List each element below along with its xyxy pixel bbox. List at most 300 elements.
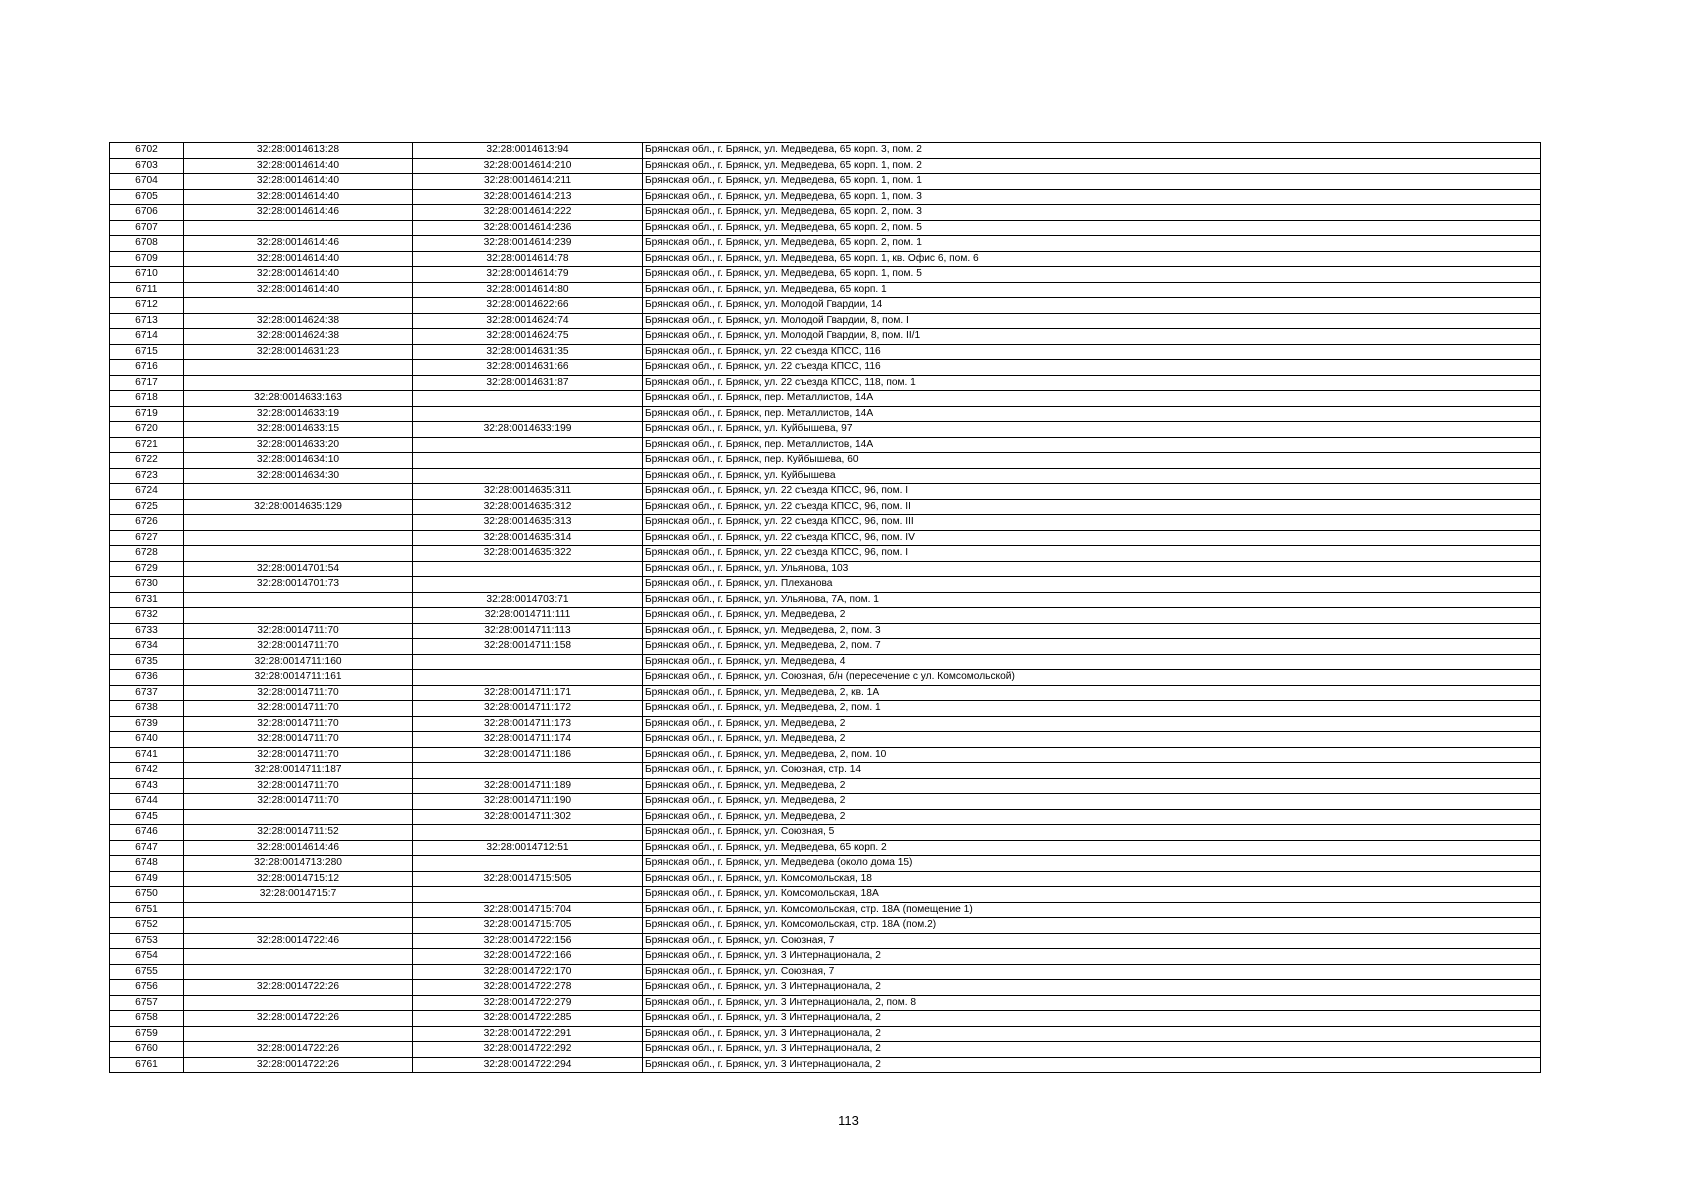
address-cell: Брянская обл., г. Брянск, ул. Союзная, 7: [643, 964, 1541, 980]
table-row: [110, 561, 1541, 577]
object-number-cell: 32:28:0014614:213: [413, 189, 643, 205]
address-cell: Брянская обл., г. Брянск, ул. Комсомольская, стр. 18А (помещение 1): [643, 902, 1541, 918]
address-cell: Брянская обл., г. Брянск, ул. Союзная, 5: [643, 825, 1541, 841]
registry-table-body: [110, 143, 1541, 1073]
object-number-cell: [413, 670, 643, 686]
object-number-cell: 32:28:0014711:302: [413, 809, 643, 825]
row-number-cell: 6739: [110, 716, 184, 732]
object-number-cell: 32:28:0014614:78: [413, 251, 643, 267]
address-cell: Брянская обл., г. Брянск, ул. Куйбышева: [643, 468, 1541, 484]
object-number-cell: 32:28:0014711:173: [413, 716, 643, 732]
parcel-number-cell: 32:28:0014631:23: [184, 344, 413, 360]
address-cell: Брянская обл., г. Брянск, ул. 22 съезда КПСС, 116: [643, 344, 1541, 360]
table-row: [110, 143, 1541, 159]
table-row: [110, 871, 1541, 887]
parcel-number-cell: 32:28:0014614:40: [184, 282, 413, 298]
address-cell: Брянская обл., г. Брянск, ул. Медведева, 65 корп. 1, пом. 3: [643, 189, 1541, 205]
address-cell: Брянская обл., г. Брянск, ул. Медведева, 2: [643, 794, 1541, 810]
object-number-cell: [413, 825, 643, 841]
table-row: [110, 546, 1541, 562]
row-number-cell: 6759: [110, 1026, 184, 1042]
row-number-cell: 6733: [110, 623, 184, 639]
address-cell: Брянская обл., г. Брянск, ул. Союзная, б/н (пересечение с ул. Комсомольской): [643, 670, 1541, 686]
parcel-number-cell: [184, 220, 413, 236]
table-row: [110, 685, 1541, 701]
object-number-cell: 32:28:0014614:239: [413, 236, 643, 252]
object-number-cell: 32:28:0014722:156: [413, 933, 643, 949]
row-number-cell: 6753: [110, 933, 184, 949]
address-cell: Брянская обл., г. Брянск, ул. Союзная, 7: [643, 933, 1541, 949]
address-cell: Брянская обл., г. Брянск, ул. Союзная, стр. 14: [643, 763, 1541, 779]
table-row: [110, 189, 1541, 205]
parcel-number-cell: 32:28:0014614:46: [184, 840, 413, 856]
object-number-cell: 32:28:0014722:278: [413, 980, 643, 996]
object-number-cell: 32:28:0014711:158: [413, 639, 643, 655]
object-number-cell: [413, 654, 643, 670]
table-row: [110, 1042, 1541, 1058]
parcel-number-cell: 32:28:0014624:38: [184, 329, 413, 345]
parcel-number-cell: 32:28:0014711:70: [184, 747, 413, 763]
parcel-number-cell: 32:28:0014614:40: [184, 251, 413, 267]
parcel-number-cell: 32:28:0014633:163: [184, 391, 413, 407]
object-number-cell: 32:28:0014631:87: [413, 375, 643, 391]
table-row: [110, 809, 1541, 825]
table-row: [110, 623, 1541, 639]
object-number-cell: 32:28:0014711:189: [413, 778, 643, 794]
table-row: [110, 158, 1541, 174]
object-number-cell: 32:28:0014635:314: [413, 530, 643, 546]
address-cell: Брянская обл., г. Брянск, ул. Медведева, 65 корп. 1: [643, 282, 1541, 298]
table-row: [110, 778, 1541, 794]
table-row: [110, 747, 1541, 763]
table-row: [110, 887, 1541, 903]
row-number-cell: 6712: [110, 298, 184, 314]
table-row: [110, 902, 1541, 918]
parcel-number-cell: [184, 484, 413, 500]
row-number-cell: 6735: [110, 654, 184, 670]
row-number-cell: 6728: [110, 546, 184, 562]
address-cell: Брянская обл., г. Брянск, ул. Комсомольская, стр. 18А (пом.2): [643, 918, 1541, 934]
address-cell: Брянская обл., г. Брянск, ул. Медведева, 4: [643, 654, 1541, 670]
parcel-number-cell: 32:28:0014711:70: [184, 685, 413, 701]
object-number-cell: 32:28:0014624:75: [413, 329, 643, 345]
parcel-number-cell: [184, 530, 413, 546]
row-number-cell: 6724: [110, 484, 184, 500]
row-number-cell: 6736: [110, 670, 184, 686]
address-cell: Брянская обл., г. Брянск, ул. Комсомольская, 18: [643, 871, 1541, 887]
object-number-cell: 32:28:0014715:704: [413, 902, 643, 918]
parcel-number-cell: 32:28:0014614:40: [184, 267, 413, 283]
parcel-number-cell: [184, 918, 413, 934]
table-row: [110, 484, 1541, 500]
parcel-number-cell: [184, 809, 413, 825]
table-row: [110, 716, 1541, 732]
row-number-cell: 6743: [110, 778, 184, 794]
parcel-number-cell: [184, 298, 413, 314]
table-row: [110, 856, 1541, 872]
address-cell: Брянская обл., г. Брянск, ул. Медведева, 2: [643, 778, 1541, 794]
parcel-number-cell: 32:28:0014722:26: [184, 1011, 413, 1027]
object-number-cell: 32:28:0014722:292: [413, 1042, 643, 1058]
row-number-cell: 6744: [110, 794, 184, 810]
table-row: [110, 220, 1541, 236]
object-number-cell: 32:28:0014614:80: [413, 282, 643, 298]
table-row: [110, 313, 1541, 329]
parcel-number-cell: 32:28:0014711:70: [184, 732, 413, 748]
object-number-cell: 32:28:0014722:294: [413, 1057, 643, 1073]
parcel-number-cell: 32:28:0014633:19: [184, 406, 413, 422]
object-number-cell: 32:28:0014711:186: [413, 747, 643, 763]
table-row: [110, 344, 1541, 360]
object-number-cell: 32:28:0014703:71: [413, 592, 643, 608]
table-row: [110, 1011, 1541, 1027]
object-number-cell: 32:28:0014711:113: [413, 623, 643, 639]
row-number-cell: 6746: [110, 825, 184, 841]
parcel-number-cell: 32:28:0014614:40: [184, 174, 413, 190]
object-number-cell: 32:28:0014722:285: [413, 1011, 643, 1027]
parcel-number-cell: [184, 949, 413, 965]
row-number-cell: 6707: [110, 220, 184, 236]
parcel-number-cell: 32:28:0014715:12: [184, 871, 413, 887]
address-cell: Брянская обл., г. Брянск, ул. Молодой Гвардии, 14: [643, 298, 1541, 314]
address-cell: Брянская обл., г. Брянск, ул. Медведева, 65 корп. 2, пом. 5: [643, 220, 1541, 236]
parcel-number-cell: 32:28:0014711:70: [184, 701, 413, 717]
object-number-cell: 32:28:0014712:51: [413, 840, 643, 856]
object-number-cell: 32:28:0014614:210: [413, 158, 643, 174]
table-row: [110, 515, 1541, 531]
table-row: [110, 453, 1541, 469]
parcel-number-cell: 32:28:0014634:10: [184, 453, 413, 469]
table-row: [110, 794, 1541, 810]
table-row: [110, 437, 1541, 453]
object-number-cell: [413, 763, 643, 779]
parcel-number-cell: 32:28:0014701:54: [184, 561, 413, 577]
row-number-cell: 6737: [110, 685, 184, 701]
parcel-number-cell: 32:28:0014711:52: [184, 825, 413, 841]
object-number-cell: 32:28:0014635:313: [413, 515, 643, 531]
address-cell: Брянская обл., г. Брянск, ул. Медведева (около дома 15): [643, 856, 1541, 872]
row-number-cell: 6709: [110, 251, 184, 267]
table-row: [110, 670, 1541, 686]
address-cell: Брянская обл., г. Брянск, ул. Медведева, 2: [643, 732, 1541, 748]
address-cell: Брянская обл., г. Брянск, ул. 3 Интернационала, 2: [643, 1011, 1541, 1027]
parcel-number-cell: 32:28:0014614:46: [184, 205, 413, 221]
object-number-cell: [413, 887, 643, 903]
object-number-cell: 32:28:0014722:279: [413, 995, 643, 1011]
address-cell: Брянская обл., г. Брянск, ул. 3 Интернационала, 2, пом. 8: [643, 995, 1541, 1011]
table-row: [110, 251, 1541, 267]
object-number-cell: 32:28:0014631:66: [413, 360, 643, 376]
table-row: [110, 205, 1541, 221]
row-number-cell: 6713: [110, 313, 184, 329]
row-number-cell: 6710: [110, 267, 184, 283]
parcel-number-cell: 32:28:0014711:70: [184, 794, 413, 810]
parcel-number-cell: 32:28:0014711:70: [184, 778, 413, 794]
row-number-cell: 6747: [110, 840, 184, 856]
registry-table: [109, 142, 1541, 1073]
address-cell: Брянская обл., г. Брянск, ул. Медведева, 2: [643, 809, 1541, 825]
row-number-cell: 6741: [110, 747, 184, 763]
table-row: [110, 918, 1541, 934]
address-cell: Брянская обл., г. Брянск, ул. Плеханова: [643, 577, 1541, 593]
address-cell: Брянская обл., г. Брянск, ул. Ульянова, 103: [643, 561, 1541, 577]
table-row: [110, 592, 1541, 608]
object-number-cell: 32:28:0014635:322: [413, 546, 643, 562]
object-number-cell: [413, 391, 643, 407]
row-number-cell: 6758: [110, 1011, 184, 1027]
object-number-cell: 32:28:0014635:311: [413, 484, 643, 500]
address-cell: Брянская обл., г. Брянск, ул. Медведева, 2, кв. 1А: [643, 685, 1541, 701]
address-cell: Брянская обл., г. Брянск, ул. Медведева, 65 корп. 3, пом. 2: [643, 143, 1541, 159]
table-row: [110, 360, 1541, 376]
parcel-number-cell: [184, 995, 413, 1011]
table-row: [110, 654, 1541, 670]
row-number-cell: 6745: [110, 809, 184, 825]
row-number-cell: 6702: [110, 143, 184, 159]
address-cell: Брянская обл., г. Брянск, ул. 22 съезда КПСС, 96, пом. II: [643, 499, 1541, 515]
row-number-cell: 6721: [110, 437, 184, 453]
parcel-number-cell: 32:28:0014711:70: [184, 639, 413, 655]
parcel-number-cell: 32:28:0014711:187: [184, 763, 413, 779]
row-number-cell: 6705: [110, 189, 184, 205]
address-cell: Брянская обл., г. Брянск, ул. Ульянова, 7А, пом. 1: [643, 592, 1541, 608]
address-cell: Брянская обл., г. Брянск, ул. 3 Интернационала, 2: [643, 1026, 1541, 1042]
object-number-cell: 32:28:0014614:222: [413, 205, 643, 221]
table-row: [110, 391, 1541, 407]
address-cell: Брянская обл., г. Брянск, ул. Медведева, 2, пом. 10: [643, 747, 1541, 763]
row-number-cell: 6734: [110, 639, 184, 655]
row-number-cell: 6715: [110, 344, 184, 360]
table-row: [110, 329, 1541, 345]
row-number-cell: 6727: [110, 530, 184, 546]
row-number-cell: 6731: [110, 592, 184, 608]
page-number: 113: [838, 1113, 859, 1128]
address-cell: Брянская обл., г. Брянск, ул. Комсомольская, 18А: [643, 887, 1541, 903]
parcel-number-cell: 32:28:0014624:38: [184, 313, 413, 329]
table-row: [110, 174, 1541, 190]
address-cell: Брянская обл., г. Брянск, ул. Медведева, 2, пом. 1: [643, 701, 1541, 717]
table-row: [110, 608, 1541, 624]
row-number-cell: 6703: [110, 158, 184, 174]
parcel-number-cell: [184, 375, 413, 391]
object-number-cell: 32:28:0014711:174: [413, 732, 643, 748]
row-number-cell: 6706: [110, 205, 184, 221]
object-number-cell: [413, 468, 643, 484]
table-row: [110, 639, 1541, 655]
object-number-cell: 32:28:0014613:94: [413, 143, 643, 159]
object-number-cell: 32:28:0014715:705: [413, 918, 643, 934]
table-row: [110, 763, 1541, 779]
address-cell: Брянская обл., г. Брянск, ул. 22 съезда КПСС, 96, пом. I: [643, 546, 1541, 562]
parcel-number-cell: 32:28:0014614:40: [184, 158, 413, 174]
address-cell: Брянская обл., г. Брянск, ул. 3 Интернационала, 2: [643, 980, 1541, 996]
address-cell: Брянская обл., г. Брянск, ул. 3 Интернационала, 2: [643, 949, 1541, 965]
object-number-cell: 32:28:0014624:74: [413, 313, 643, 329]
address-cell: Брянская обл., г. Брянск, ул. 22 съезда КПСС, 118, пом. 1: [643, 375, 1541, 391]
address-cell: Брянская обл., г. Брянск, ул. 22 съезда КПСС, 96, пом. III: [643, 515, 1541, 531]
parcel-number-cell: [184, 608, 413, 624]
address-cell: Брянская обл., г. Брянск, ул. Куйбышева, 97: [643, 422, 1541, 438]
address-cell: Брянская обл., г. Брянск, ул. Медведева, 65 корп. 2, пом. 3: [643, 205, 1541, 221]
address-cell: Брянская обл., г. Брянск, ул. 22 съезда КПСС, 116: [643, 360, 1541, 376]
object-number-cell: [413, 453, 643, 469]
table-row: [110, 1057, 1541, 1073]
table-row: [110, 825, 1541, 841]
row-number-cell: 6716: [110, 360, 184, 376]
parcel-number-cell: 32:28:0014633:20: [184, 437, 413, 453]
table-row: [110, 499, 1541, 515]
row-number-cell: 6756: [110, 980, 184, 996]
object-number-cell: 32:28:0014614:211: [413, 174, 643, 190]
row-number-cell: 6717: [110, 375, 184, 391]
parcel-number-cell: 32:28:0014715:7: [184, 887, 413, 903]
parcel-number-cell: 32:28:0014614:46: [184, 236, 413, 252]
parcel-number-cell: 32:28:0014635:129: [184, 499, 413, 515]
address-cell: Брянская обл., г. Брянск, ул. Медведева, 65 корп. 1, пом. 1: [643, 174, 1541, 190]
table-row: [110, 298, 1541, 314]
object-number-cell: [413, 437, 643, 453]
row-number-cell: 6732: [110, 608, 184, 624]
parcel-number-cell: [184, 1026, 413, 1042]
address-cell: Брянская обл., г. Брянск, ул. Молодой Гвардии, 8, пом. I: [643, 313, 1541, 329]
address-cell: Брянская обл., г. Брянск, ул. Медведева, 2, пом. 3: [643, 623, 1541, 639]
table-row: [110, 422, 1541, 438]
address-cell: Брянская обл., г. Брянск, ул. Медведева, 65 корп. 2, пом. 1: [643, 236, 1541, 252]
row-number-cell: 6754: [110, 949, 184, 965]
address-cell: Брянская обл., г. Брянск, ул. 3 Интернационала, 2: [643, 1042, 1541, 1058]
table-row: [110, 980, 1541, 996]
row-number-cell: 6750: [110, 887, 184, 903]
parcel-number-cell: 32:28:0014722:26: [184, 1042, 413, 1058]
address-cell: Брянская обл., г. Брянск, ул. 3 Интернационала, 2: [643, 1057, 1541, 1073]
object-number-cell: 32:28:0014722:291: [413, 1026, 643, 1042]
parcel-number-cell: [184, 902, 413, 918]
table-row: [110, 468, 1541, 484]
address-cell: Брянская обл., г. Брянск, ул. Медведева, 65 корп. 2: [643, 840, 1541, 856]
address-cell: Брянская обл., г. Брянск, пер. Металлистов, 14А: [643, 391, 1541, 407]
address-cell: Брянская обл., г. Брянск, ул. Медведева, 2: [643, 716, 1541, 732]
table-row: [110, 995, 1541, 1011]
parcel-number-cell: 32:28:0014634:30: [184, 468, 413, 484]
parcel-number-cell: 32:28:0014711:161: [184, 670, 413, 686]
address-cell: Брянская обл., г. Брянск, ул. Медведева, 65 корп. 1, пом. 5: [643, 267, 1541, 283]
parcel-number-cell: [184, 360, 413, 376]
parcel-number-cell: [184, 592, 413, 608]
address-cell: Брянская обл., г. Брянск, ул. Молодой Гвардии, 8, пом. II/1: [643, 329, 1541, 345]
table-row: [110, 375, 1541, 391]
table-row: [110, 840, 1541, 856]
row-number-cell: 6738: [110, 701, 184, 717]
table-row: [110, 949, 1541, 965]
row-number-cell: 6704: [110, 174, 184, 190]
row-number-cell: 6723: [110, 468, 184, 484]
row-number-cell: 6718: [110, 391, 184, 407]
parcel-number-cell: 32:28:0014613:28: [184, 143, 413, 159]
object-number-cell: 32:28:0014711:190: [413, 794, 643, 810]
object-number-cell: 32:28:0014711:171: [413, 685, 643, 701]
row-number-cell: 6720: [110, 422, 184, 438]
row-number-cell: 6714: [110, 329, 184, 345]
address-cell: Брянская обл., г. Брянск, ул. 22 съезда КПСС, 96, пом. I: [643, 484, 1541, 500]
parcel-number-cell: 32:28:0014711:70: [184, 716, 413, 732]
parcel-number-cell: [184, 964, 413, 980]
address-cell: Брянская обл., г. Брянск, пер. Куйбышева, 60: [643, 453, 1541, 469]
row-number-cell: 6752: [110, 918, 184, 934]
parcel-number-cell: 32:28:0014722:26: [184, 980, 413, 996]
parcel-number-cell: 32:28:0014614:40: [184, 189, 413, 205]
table-row: [110, 933, 1541, 949]
parcel-number-cell: [184, 546, 413, 562]
parcel-number-cell: 32:28:0014701:73: [184, 577, 413, 593]
object-number-cell: 32:28:0014635:312: [413, 499, 643, 515]
row-number-cell: 6730: [110, 577, 184, 593]
table-row: [110, 964, 1541, 980]
row-number-cell: 6757: [110, 995, 184, 1011]
object-number-cell: 32:28:0014614:236: [413, 220, 643, 236]
address-cell: Брянская обл., г. Брянск, ул. Медведева, 2, пом. 7: [643, 639, 1541, 655]
address-cell: Брянская обл., г. Брянск, ул. Медведева, 2: [643, 608, 1541, 624]
object-number-cell: 32:28:0014633:199: [413, 422, 643, 438]
row-number-cell: 6726: [110, 515, 184, 531]
object-number-cell: 32:28:0014711:111: [413, 608, 643, 624]
object-number-cell: [413, 406, 643, 422]
row-number-cell: 6749: [110, 871, 184, 887]
table-row: [110, 530, 1541, 546]
parcel-number-cell: 32:28:0014713:280: [184, 856, 413, 872]
table-row: [110, 701, 1541, 717]
object-number-cell: [413, 577, 643, 593]
object-number-cell: [413, 561, 643, 577]
object-number-cell: 32:28:0014711:172: [413, 701, 643, 717]
row-number-cell: 6740: [110, 732, 184, 748]
row-number-cell: 6711: [110, 282, 184, 298]
object-number-cell: 32:28:0014722:166: [413, 949, 643, 965]
object-number-cell: [413, 856, 643, 872]
address-cell: Брянская обл., г. Брянск, пер. Металлистов, 14А: [643, 437, 1541, 453]
parcel-number-cell: 32:28:0014633:15: [184, 422, 413, 438]
table-row: [110, 406, 1541, 422]
table-row: [110, 732, 1541, 748]
object-number-cell: 32:28:0014631:35: [413, 344, 643, 360]
address-cell: Брянская обл., г. Брянск, пер. Металлистов, 14А: [643, 406, 1541, 422]
parcel-number-cell: 32:28:0014711:70: [184, 623, 413, 639]
row-number-cell: 6719: [110, 406, 184, 422]
row-number-cell: 6748: [110, 856, 184, 872]
table-row: [110, 267, 1541, 283]
row-number-cell: 6742: [110, 763, 184, 779]
table-row: [110, 236, 1541, 252]
address-cell: Брянская обл., г. Брянск, ул. Медведева, 65 корп. 1, пом. 2: [643, 158, 1541, 174]
row-number-cell: 6725: [110, 499, 184, 515]
row-number-cell: 6751: [110, 902, 184, 918]
row-number-cell: 6755: [110, 964, 184, 980]
parcel-number-cell: 32:28:0014722:46: [184, 933, 413, 949]
table-row: [110, 282, 1541, 298]
row-number-cell: 6761: [110, 1057, 184, 1073]
row-number-cell: 6729: [110, 561, 184, 577]
row-number-cell: 6722: [110, 453, 184, 469]
row-number-cell: 6760: [110, 1042, 184, 1058]
row-number-cell: 6708: [110, 236, 184, 252]
address-cell: Брянская обл., г. Брянск, ул. 22 съезда КПСС, 96, пом. IV: [643, 530, 1541, 546]
table-row: [110, 577, 1541, 593]
object-number-cell: 32:28:0014715:505: [413, 871, 643, 887]
object-number-cell: 32:28:0014614:79: [413, 267, 643, 283]
parcel-number-cell: 32:28:0014711:160: [184, 654, 413, 670]
object-number-cell: 32:28:0014722:170: [413, 964, 643, 980]
parcel-number-cell: [184, 515, 413, 531]
address-cell: Брянская обл., г. Брянск, ул. Медведева, 65 корп. 1, кв. Офис 6, пом. 6: [643, 251, 1541, 267]
